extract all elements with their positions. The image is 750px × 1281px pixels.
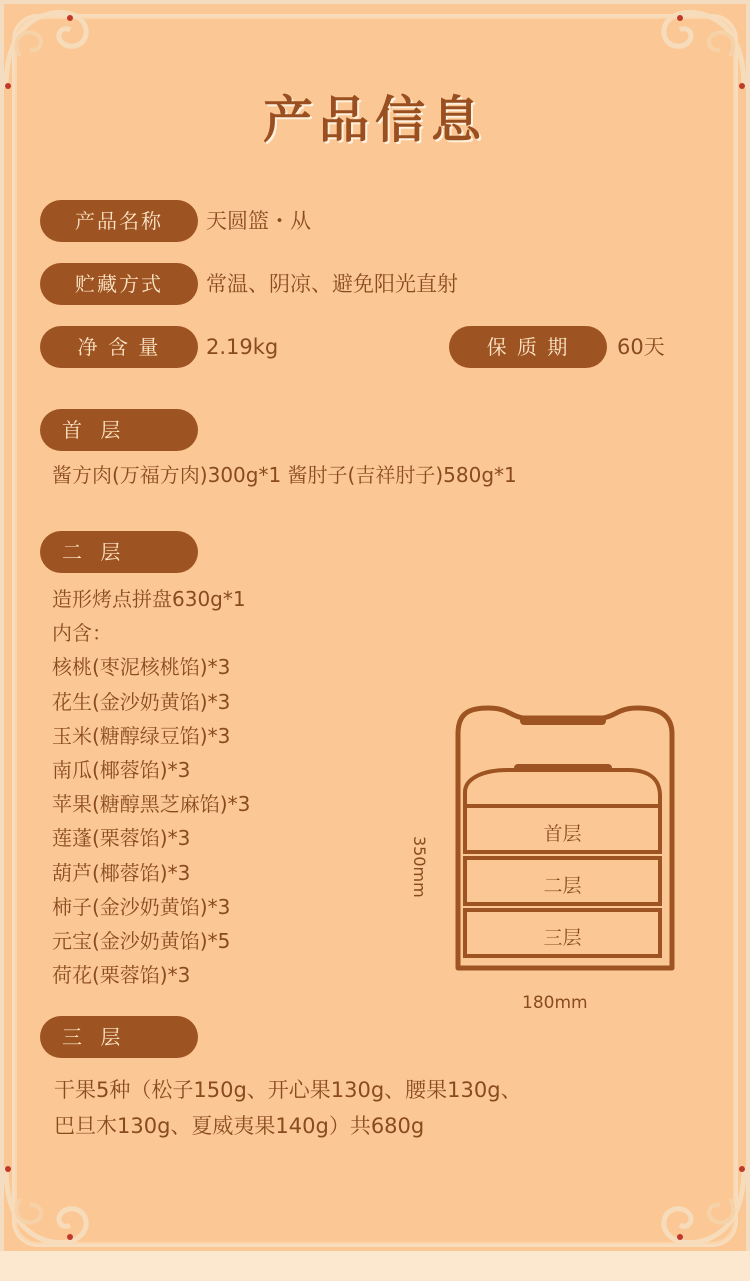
list-item: 造形烤点拼盘630g*1 (52, 587, 246, 611)
layer3-line1: 干果5种（松子150g、开心果130g、腰果130g、 (54, 1078, 522, 1102)
list-item: 葫芦(椰蓉馅)*3 (52, 860, 191, 885)
layer1-content: 酱方肉(万福方肉)300g*1 酱肘子(吉祥肘子)580g*1 (52, 463, 517, 487)
width-dimension: 180mm (522, 993, 588, 1013)
storage-value: 常温、阴凉、避免阳光直射 (206, 272, 458, 296)
corner-ornament-top-right (658, 0, 750, 92)
layer3-label: 三 层 (40, 1016, 198, 1058)
page-title: 产品信息 (263, 90, 487, 149)
list-item: 苹果(糖醇黑芝麻馅)*3 (52, 792, 251, 817)
list-item: 莲蓬(栗蓉馅)*3 (52, 826, 191, 851)
layer1-label: 首 层 (40, 409, 198, 451)
storage-label: 贮藏方式 (40, 263, 198, 305)
net-weight-value: 2.19kg (206, 335, 279, 359)
list-item: 花生(金沙奶黄馅)*3 (52, 689, 231, 714)
height-dimension (411, 836, 431, 916)
shelf-life-label: 保 质 期 (449, 326, 607, 368)
bottom-band (0, 1251, 750, 1281)
layer2-label: 二 层 (40, 531, 198, 573)
basket-diagram (448, 700, 678, 980)
list-item: 柿子(金沙奶黄馅)*3 (52, 894, 231, 919)
height-dimension-text: 350mm (410, 836, 429, 898)
corner-ornament-top-left (0, 0, 92, 92)
list-item: 核桃(枣泥核桃馅)*3 (52, 655, 231, 680)
product-name-value: 天圆篮・从 (206, 209, 311, 233)
list-item: 南瓜(椰蓉馅)*3 (52, 758, 191, 783)
shelf-life-value: 60天 (617, 335, 665, 359)
diagram-tier1-label: 首层 (543, 823, 582, 845)
diagram-tier3-label: 三层 (543, 927, 582, 949)
product-name-label: 产品名称 (40, 200, 198, 242)
corner-ornament-bottom-left (0, 1163, 92, 1255)
layer2-list (52, 582, 250, 992)
list-item: 荷花(栗蓉馅)*3 (52, 963, 191, 988)
net-weight-label: 净 含 量 (40, 326, 198, 368)
layer3-content (54, 1072, 522, 1144)
layer3-line2: 巴旦木130g、夏威夷果140g）共680g (54, 1114, 425, 1138)
list-item: 元宝(金沙奶黄馅)*5 (52, 929, 231, 954)
diagram-tier2-label: 二层 (543, 875, 582, 897)
list-item: 内含： (52, 621, 112, 646)
list-item: 玉米(糖醇绿豆馅)*3 (52, 723, 231, 748)
corner-ornament-bottom-right (658, 1163, 750, 1255)
